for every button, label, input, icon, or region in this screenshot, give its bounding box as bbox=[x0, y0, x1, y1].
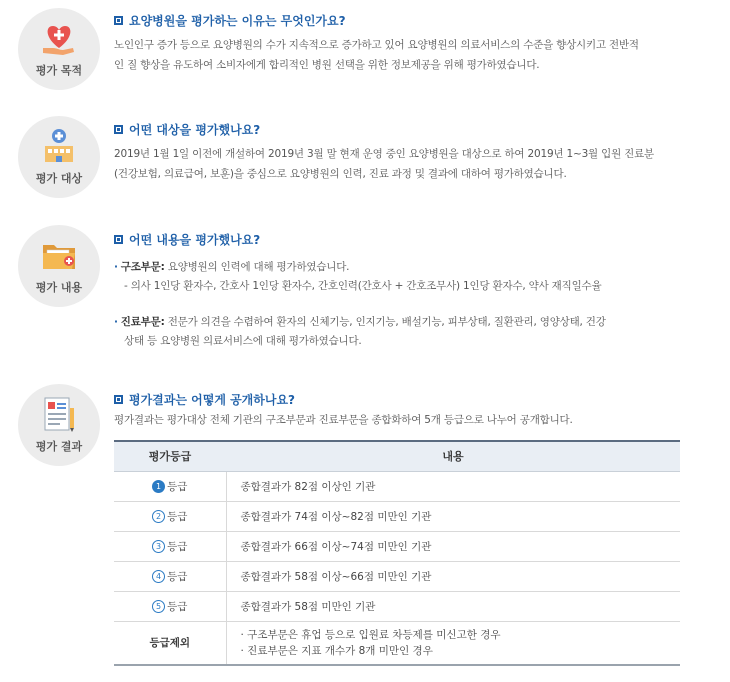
structure-sub: - 의사 1인당 환자수, 간호사 1인당 환자수, 간호인력(간호사 + 간호조무사) 1인당 환자수, 약사 재직일수율 bbox=[124, 280, 602, 292]
content-heading bbox=[114, 230, 720, 248]
purpose-content bbox=[114, 11, 720, 75]
content-icon-badge bbox=[18, 225, 100, 307]
structure-line bbox=[114, 258, 720, 277]
grade-cell bbox=[114, 591, 226, 621]
exclusion-line: · 구조부문은 휴업 등으로 입원료 차등제를 미신고한 경우 bbox=[240, 628, 501, 641]
target-line: 2019년 1월 1일 이전에 개설하여 2019년 3월 말 현재 운영 중인 요양병원을 대상으로 하여 2019년 1~3월 입원 진료분 bbox=[114, 148, 654, 160]
table-row bbox=[114, 471, 680, 501]
target-icon-badge bbox=[18, 116, 100, 198]
exclusion-line: · 진료부문은 지표 개수가 8개 미만인 경우 bbox=[240, 644, 433, 657]
header-content: 내용 bbox=[226, 441, 680, 471]
desc-cell: 종합결과가 74점 이상~82점 미만인 기관 bbox=[226, 501, 680, 531]
grade-text: 등급 bbox=[167, 600, 188, 613]
grade-number-icon: 4 bbox=[152, 570, 165, 583]
grade-text: 등급 bbox=[167, 510, 188, 523]
grade-table bbox=[114, 440, 680, 666]
result-line: 평가결과는 평가대상 전체 기관의 구조부문과 진료부문을 종합화하여 5개 등급으로 나누어 공개합니다. bbox=[114, 414, 573, 426]
target-icon-label: 평가 대상 bbox=[35, 172, 83, 185]
purpose-line: 인 질 향상을 유도하여 소비자에게 합리적인 병원 선택을 위한 정보제공을 위해 평가하였습니다. bbox=[114, 59, 540, 71]
table-row bbox=[114, 501, 680, 531]
grade-text: 등급 bbox=[167, 570, 188, 583]
table-row bbox=[114, 591, 680, 621]
folder-icon bbox=[39, 235, 79, 275]
purpose-heading bbox=[114, 11, 720, 29]
desc-cell: 종합결과가 82점 이상인 기관 bbox=[226, 471, 680, 501]
target-line: (건강보험, 의료급여, 보훈)을 중심으로 요양병원의 인력, 진료 과정 및 결과에 대하여 평가하였습니다. bbox=[114, 168, 567, 180]
care-block bbox=[114, 313, 720, 351]
grade-text: 등급 bbox=[167, 540, 188, 553]
exclusion-desc bbox=[226, 621, 680, 665]
result-paragraph bbox=[114, 410, 720, 430]
result-icon-label: 평가 결과 bbox=[35, 440, 83, 453]
grade-cell bbox=[114, 471, 226, 501]
table-row bbox=[114, 561, 680, 591]
heading-bullet-icon bbox=[114, 395, 123, 404]
target-paragraph bbox=[114, 144, 720, 184]
desc-cell: 종합결과가 58점 이상~66점 미만인 기관 bbox=[226, 561, 680, 591]
grade-cell bbox=[114, 531, 226, 561]
target-heading-text: 어떤 대상을 평가했나요? bbox=[129, 122, 261, 137]
grade-number-icon: 2 bbox=[152, 510, 165, 523]
hospital-building-icon bbox=[39, 126, 79, 166]
care-text-2: 상태 등 요양병원 의료서비스에 대해 평가하였습니다. bbox=[124, 335, 362, 347]
grade-cell bbox=[114, 561, 226, 591]
grade-number-icon: 3 bbox=[152, 540, 165, 553]
structure-block bbox=[114, 258, 720, 296]
table-row-exclusion bbox=[114, 621, 680, 665]
result-icon-badge bbox=[18, 384, 100, 466]
grade-number-icon: 1 bbox=[152, 480, 165, 493]
purpose-line: 노인인구 증가 등으로 요양병원의 수가 지속적으로 증가하고 있어 요양병원의 의료서비스의 수준을 향상시키고 전반적 bbox=[114, 39, 639, 51]
heading-bullet-icon bbox=[114, 125, 123, 134]
grade-number-icon: 5 bbox=[152, 600, 165, 613]
table-row bbox=[114, 531, 680, 561]
structure-text: 요양병원의 인력에 대해 평가하였습니다. bbox=[167, 261, 350, 273]
care-label: 진료부문: bbox=[120, 316, 165, 328]
care-line bbox=[114, 313, 720, 332]
heading-bullet-icon bbox=[114, 235, 123, 244]
result-heading-text: 평가결과는 어떻게 공개하나요? bbox=[129, 392, 296, 407]
grade-text: 등급 bbox=[167, 480, 188, 493]
purpose-heading-text: 요양병원을 평가하는 이유는 무엇인가요? bbox=[129, 13, 346, 28]
care-text: 전문가 의견을 수렴하여 환자의 신체기능, 인지기능, 배설기능, 피부상태, 질환관리, 영양상태, 건강 bbox=[167, 316, 606, 328]
target-heading bbox=[114, 120, 720, 138]
desc-cell: 종합결과가 66점 이상~74점 미만인 기관 bbox=[226, 531, 680, 561]
purpose-icon-label: 평가 목적 bbox=[35, 64, 83, 77]
structure-label: 구조부문: bbox=[120, 261, 165, 273]
target-content bbox=[114, 120, 720, 184]
report-document-icon bbox=[39, 394, 79, 434]
table-header-row bbox=[114, 441, 680, 471]
purpose-paragraph bbox=[114, 35, 720, 75]
bullet-dot-icon: · bbox=[114, 261, 118, 273]
purpose-icon-badge bbox=[18, 8, 100, 90]
result-content bbox=[114, 390, 720, 666]
heading-bullet-icon bbox=[114, 16, 123, 25]
grade-cell bbox=[114, 501, 226, 531]
result-heading bbox=[114, 390, 720, 408]
heart-hand-icon bbox=[39, 18, 79, 58]
header-grade: 평가등급 bbox=[114, 441, 226, 471]
desc-cell: 종합결과가 58점 미만인 기관 bbox=[226, 591, 680, 621]
bullet-dot-icon: · bbox=[114, 316, 118, 328]
content-content bbox=[114, 230, 720, 351]
exclusion-label: 등급제외 bbox=[114, 621, 226, 665]
content-heading-text: 어떤 내용을 평가했나요? bbox=[129, 232, 261, 247]
content-icon-label: 평가 내용 bbox=[35, 281, 83, 294]
